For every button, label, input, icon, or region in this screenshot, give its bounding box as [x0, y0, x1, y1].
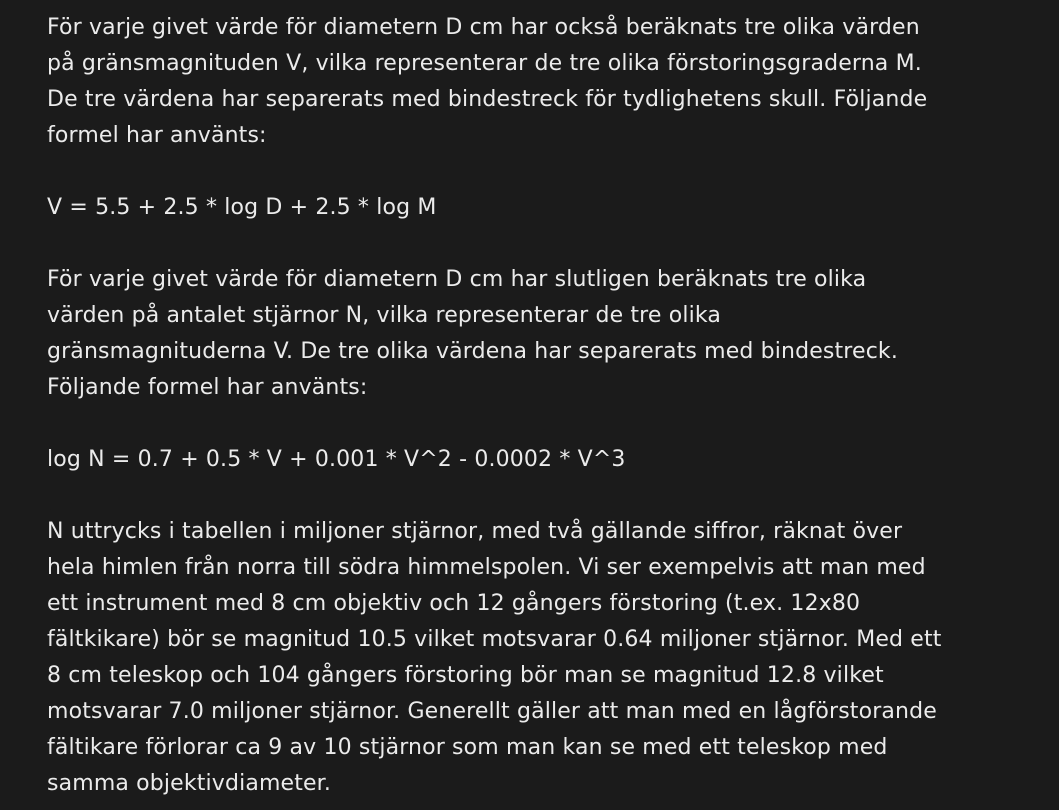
- text-line: fältikare förlorar ca 9 av 10 stjärnor som man kan se med ett teleskop med: [47, 735, 888, 760]
- formula-limiting-magnitude: [47, 190, 1047, 226]
- text-line: För varje givet värde för diametern D cm har slutligen beräknats tre olika: [47, 267, 867, 292]
- text-line: motsvarar 7.0 miljoner stjärnor. Generellt gäller att man med en lågförstorande: [47, 699, 937, 724]
- text-line: N uttrycks i tabellen i miljoner stjärnor, med två gällande siffror, räknat över: [47, 519, 903, 544]
- text-line: 8 cm teleskop och 104 gångers förstoring bör man se magnitud 12.8 vilket: [47, 663, 884, 688]
- text-line: De tre värdena har separerats med bindestreck för tydlighetens skull. Följande: [47, 87, 928, 112]
- text-line: För varje givet värde för diametern D cm har också beräknats tre olika värden: [47, 15, 920, 40]
- article-text: [47, 10, 1047, 802]
- paragraph-star-count-explanation: [47, 514, 1047, 802]
- formula-line: log N = 0.7 + 0.5 * V + 0.001 * V^2 - 0.0002 * V^3: [47, 447, 626, 472]
- text-line: värden på antalet stjärnor N, vilka representerar de tre olika: [47, 303, 721, 328]
- text-line: samma objektivdiameter.: [47, 771, 332, 796]
- paragraph-star-count-intro: [47, 262, 1047, 406]
- text-line: formel har använts:: [47, 123, 267, 148]
- paragraph-limiting-magnitude-intro: [47, 10, 1047, 154]
- text-line: Följande formel har använts:: [47, 375, 368, 400]
- text-line: ett instrument med 8 cm objektiv och 12 gångers förstoring (t.ex. 12x80: [47, 591, 861, 616]
- text-line: på gränsmagnituden V, vilka representerar de tre olika förstoringsgraderna M.: [47, 51, 922, 76]
- text-line: gränsmagnituderna V. De tre olika värdena har separerats med bindestreck.: [47, 339, 898, 364]
- formula-star-count: [47, 442, 1047, 478]
- text-line: fältkikare) bör se magnitud 10.5 vilket motsvarar 0.64 miljoner stjärnor. Med ett: [47, 627, 942, 652]
- text-line: hela himlen från norra till södra himmelspolen. Vi ser exempelvis att man med: [47, 555, 926, 580]
- formula-line: V = 5.5 + 2.5 * log D + 2.5 * log M: [47, 195, 437, 220]
